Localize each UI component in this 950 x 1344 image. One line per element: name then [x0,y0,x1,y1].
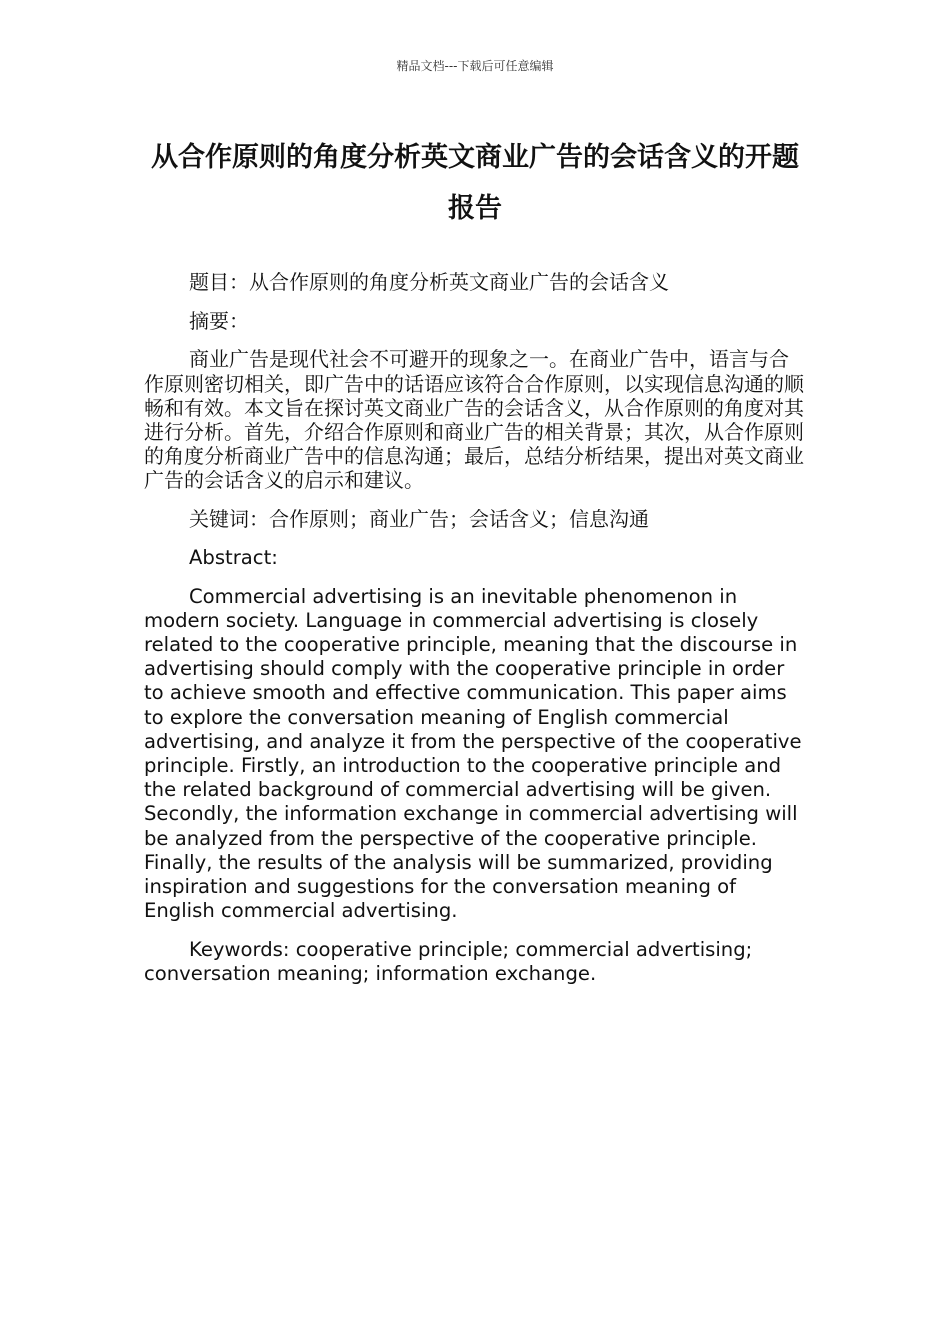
document-title: 从合作原则的角度分析英文商业广告的会话含义的开题报告 [151,142,799,224]
abstract-en-paragraph: Commercial advertising is an inevitable phenomenon in modern society. Language in commercial advertising is closely related to the cooperative principle, meaning that the discourse in advertising should comply with the cooperative principle in order to achieve smooth and effective communication. This paper aims to explore the conversation meaning of English commercial advertising, and analyze it from the perspective of the cooperative principle. Firstly, an introduction to the cooperative principle and the related background of commercial advertising will be given. Secondly, the information exchange in commercial advertising will be analyzed from the perspective of the cooperative principle. Finally, the results of the analysis will be summarized, providing inspiration and suggestions for the conversation meaning of English commercial advertising. [144,584,802,923]
abstract-cn-paragraph: 商业广告是现代社会不可避开的现象之一。在商业广告中，语言与合作原则密切相关，即广告中的话语应该符合合作原则，以实现信息沟通的顺畅和有效。本文旨在探讨英文商业广告的会话含义，从合作原则的角度对其进行分析。首先，介绍合作原则和商业广告的相关背景；其次，从合作原则的角度分析商业广告中的信息沟通；最后，总结分析结果，提出对英文商业广告的会话含义的启示和建议。 [144,347,804,493]
keywords-en: Keywords: cooperative principle; commercial advertising; conversation meaning; information exchange. [144,937,753,986]
document-body [144,270,806,1001]
abstract-cn-label: 摘要： [189,308,249,333]
header-note: 精品文档---下载后可任意编辑 [396,59,554,73]
keywords-cn: 关键词：合作原则；商业广告；会话含义；信息沟通 [189,507,649,532]
subject-line: 题目：从合作原则的角度分析英文商业广告的会话含义 [189,270,669,294]
abstract-en-label: Abstract: [189,545,278,569]
